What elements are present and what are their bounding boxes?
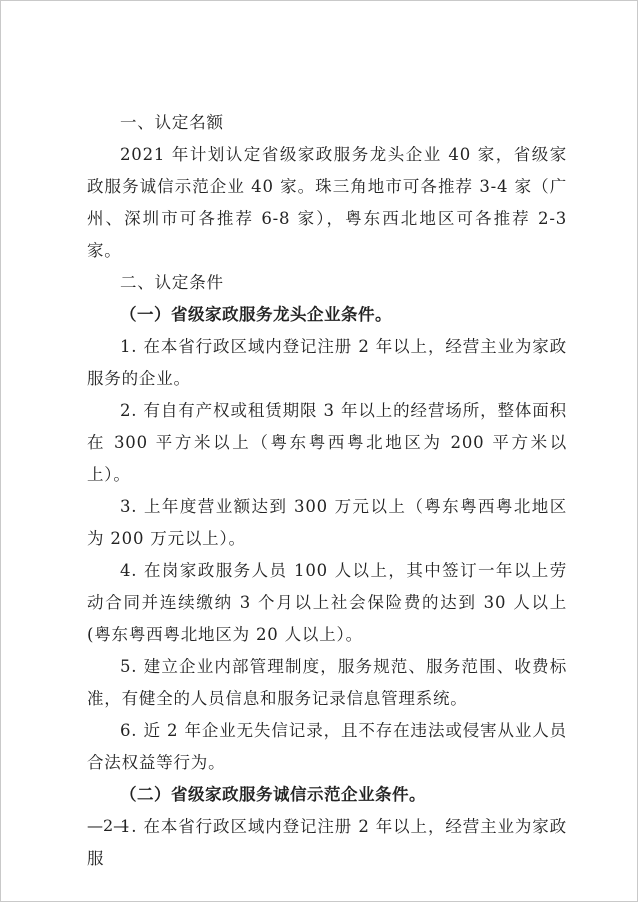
section-heading-quota: 一、认定名额 (120, 113, 224, 132)
condition-item-4: 4. 在岗家政服务人员 100 人以上，其中签订一年以上劳动合同并连续缴纳 3 个月以上社会保险费的达到 30 人以上(粤东粤西粤北地区为 20 人以上）。 (87, 561, 567, 644)
section-heading-conditions: 二、认定条件 (120, 273, 224, 292)
document-body (87, 107, 567, 875)
subheading-integrity-enterprise: （二）省级家政服务诚信示范企业条件。 (120, 785, 426, 804)
integrity-condition-item-1: 1. 在本省行政区域内登记注册 2 年以上，经营主业为家政服 (87, 817, 567, 868)
condition-item-3: 3. 上年度营业额达到 300 万元以上（粤东粤西粤北地区为 200 万元以上）。 (87, 497, 567, 548)
condition-item-2: 2. 有自有产权或租赁期限 3 年以上的经营场所，整体面积在 300 平方米以上（粤东粤西粤北地区为 200 平方米以上）。 (87, 401, 567, 484)
paragraph-quota: 2021 年计划认定省级家政服务龙头企业 40 家，省级家政服务诚信示范企业 40 家。珠三角地市可各推荐 3-4 家（广州、深圳市可各推荐 6-8 家），粤东西北地区可各推荐 2-3 家。 (87, 145, 567, 260)
condition-item-5: 5. 建立企业内部管理制度，服务规范、服务范围、收费标准，有健全的人员信息和服务记录信息管理系统。 (87, 657, 567, 708)
condition-item-1: 1. 在本省行政区域内登记注册 2 年以上，经营主业为家政服务的企业。 (87, 337, 567, 388)
subheading-leading-enterprise: （一）省级家政服务龙头企业条件。 (120, 305, 392, 324)
condition-item-6: 6. 近 2 年企业无失信记录，且不存在违法或侵害从业人员合法权益等行为。 (87, 721, 567, 772)
page-number: —2— (87, 816, 130, 835)
